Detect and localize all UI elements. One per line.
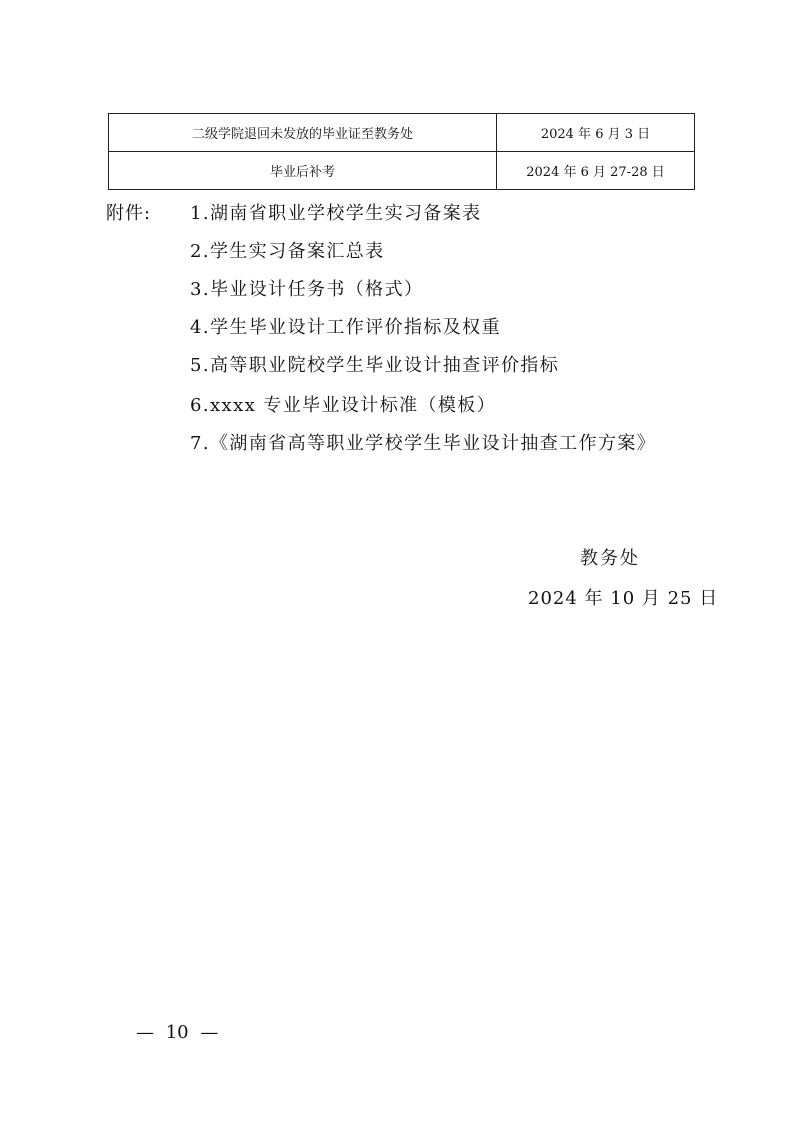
- footer-dash-right: —: [200, 1022, 219, 1043]
- page-number-footer: [130, 1022, 224, 1044]
- attachment-item: 7.《湖南省高等职业学校学生毕业设计抽查工作方案》: [190, 433, 657, 454]
- attachment-item: 2.学生实习备案汇总表: [190, 241, 385, 262]
- attachment-item: 1.湖南省职业学校学生实习备案表: [190, 203, 482, 224]
- attachments-label: 附件:: [106, 203, 152, 224]
- table-cell-date: 2024 年 6 月 3 日: [497, 114, 695, 152]
- table-cell-item: 二级学院退回未发放的毕业证至教务处: [109, 114, 497, 152]
- attachment-item: 3.毕业设计任务书（格式）: [190, 279, 424, 300]
- table-cell-item: 毕业后补考: [109, 152, 497, 190]
- signature-date: 2024 年 10 月 25 日: [528, 588, 719, 609]
- page-number: 10: [165, 1022, 189, 1043]
- table-row: [109, 114, 695, 152]
- signature-office: 教务处: [580, 548, 640, 569]
- attachment-item: 5.高等职业院校学生毕业设计抽查评价指标: [190, 355, 560, 376]
- table-row: [109, 152, 695, 190]
- footer-dash-left: —: [136, 1022, 154, 1043]
- schedule-table: [108, 113, 695, 190]
- attachment-item: 6.xxxx 专业毕业设计标准（模板）: [190, 395, 497, 416]
- table-cell-date: 2024 年 6 月 27-28 日: [497, 152, 695, 190]
- attachment-item: 4.学生毕业设计工作评价指标及权重: [190, 317, 501, 338]
